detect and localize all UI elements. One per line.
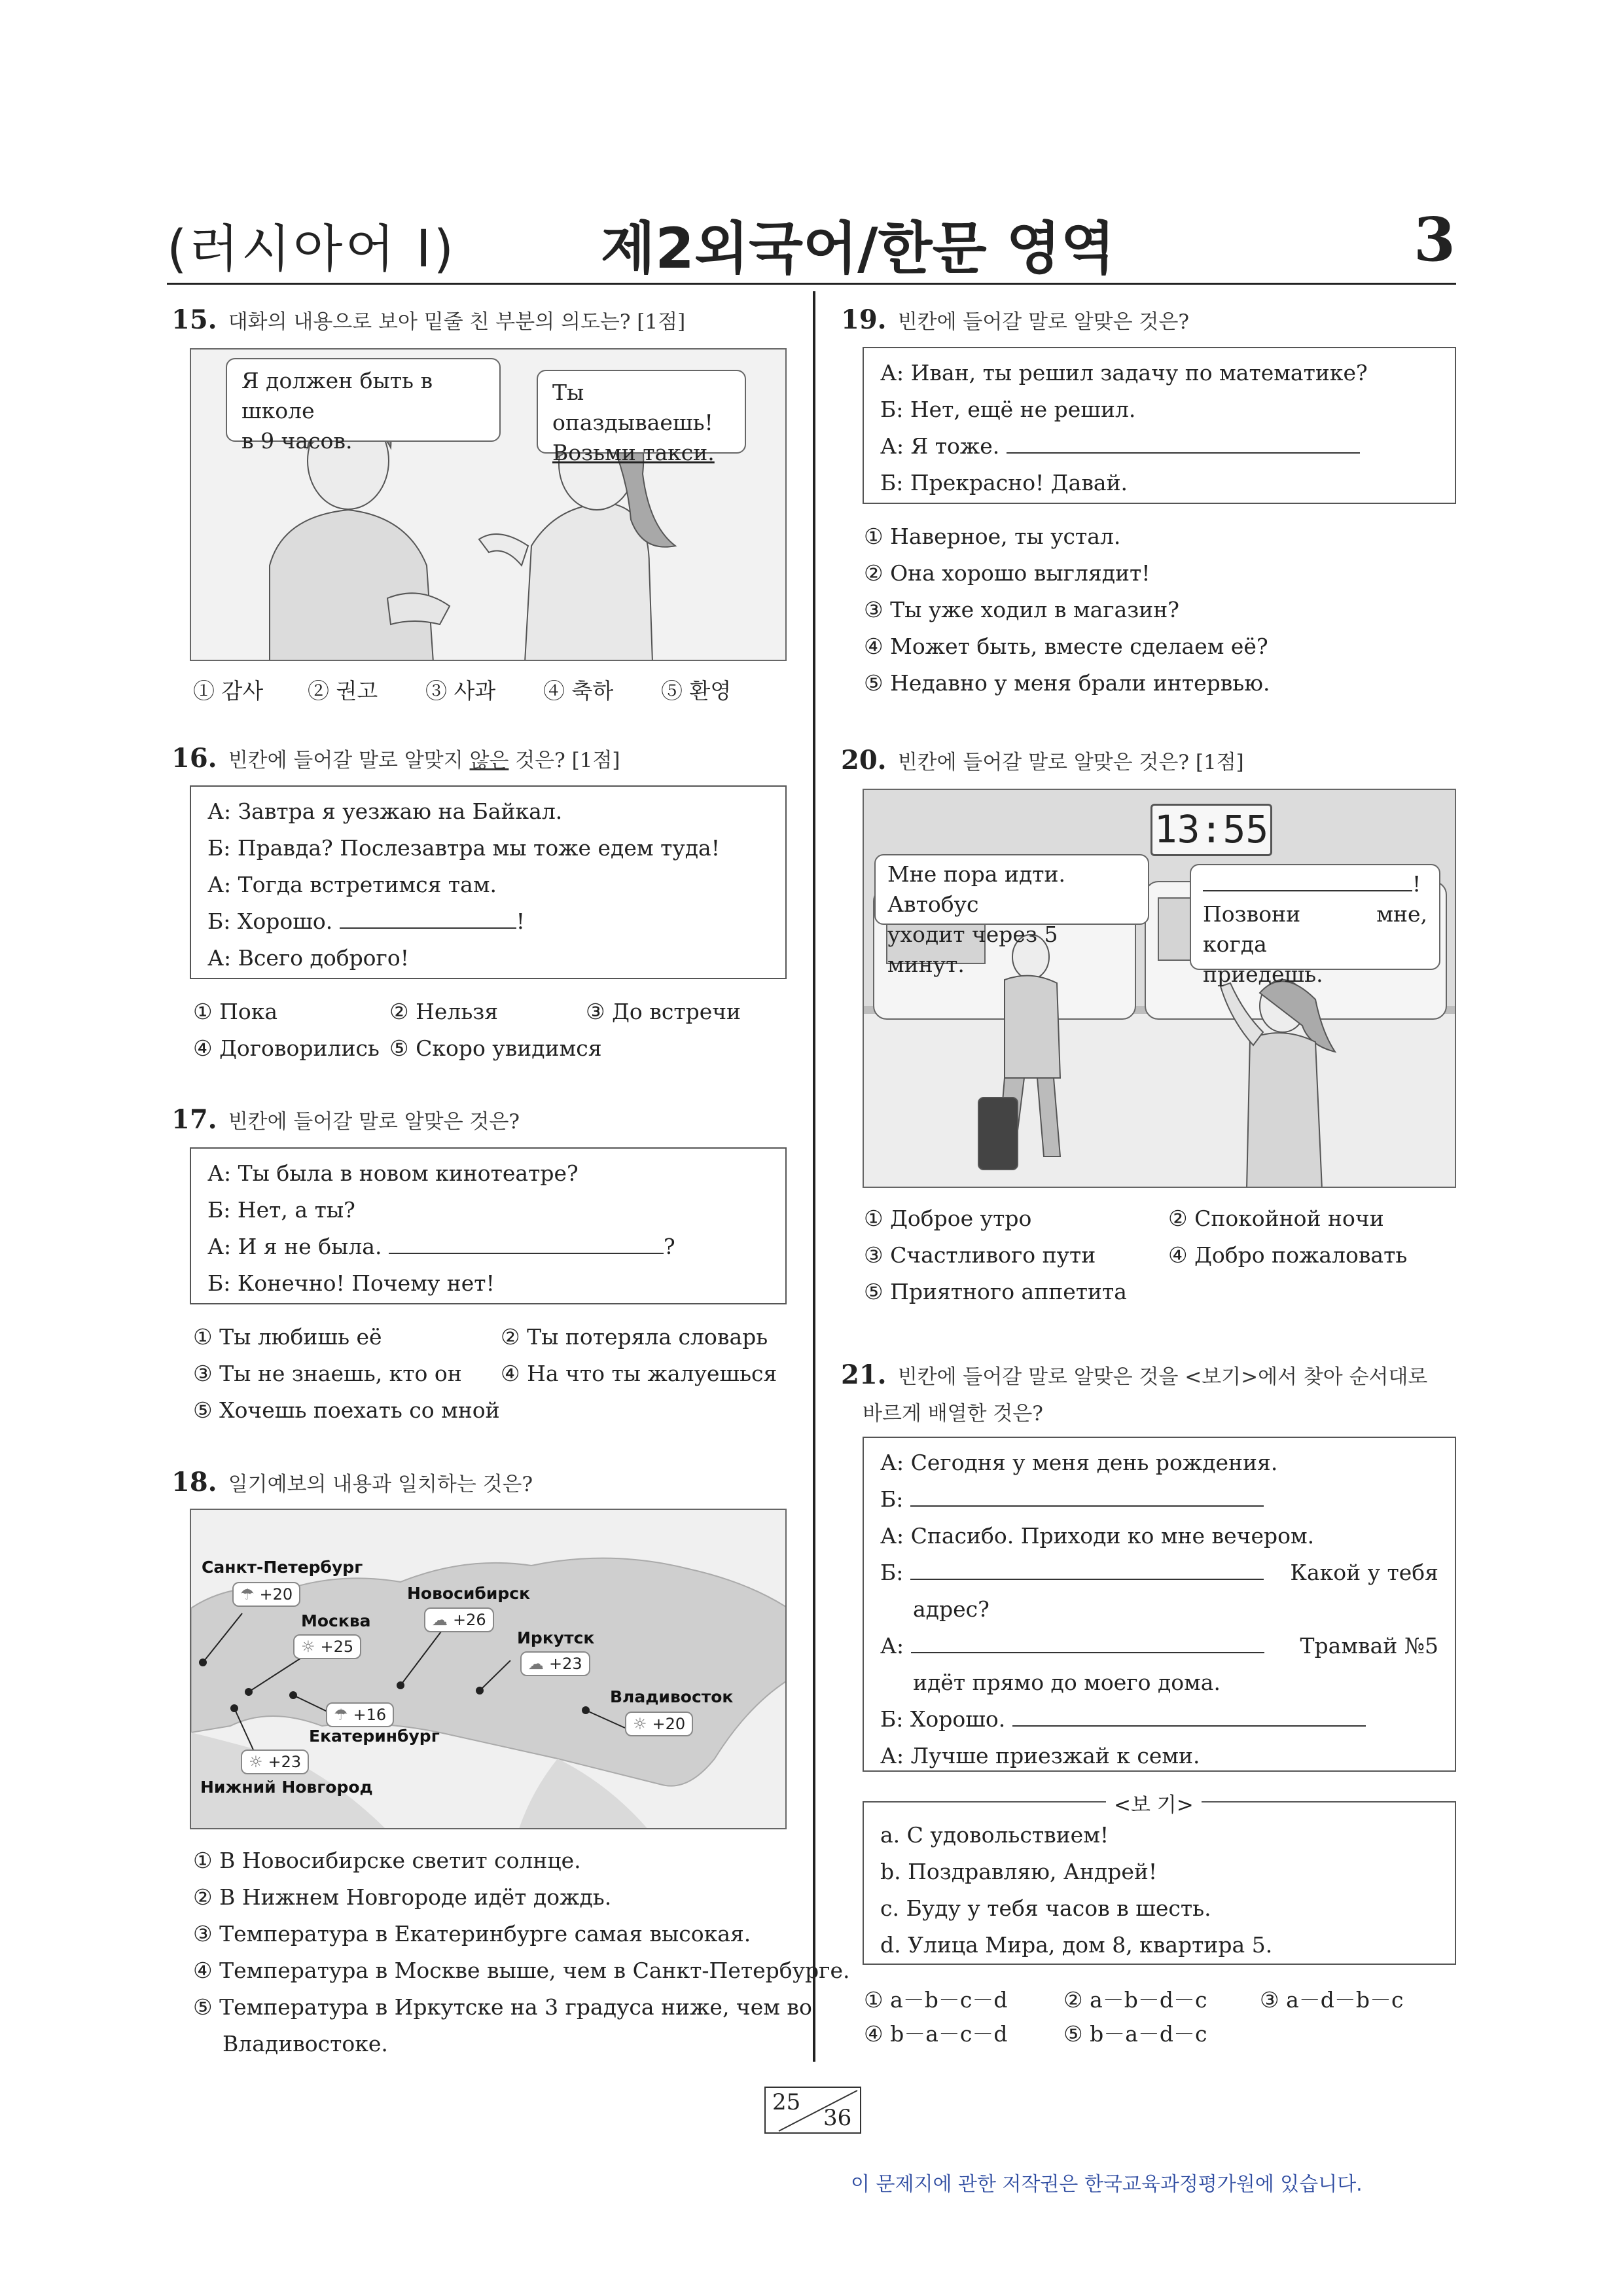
answer-blank — [1007, 452, 1360, 454]
q21-option-2[interactable]: ② a－b－d－c — [1063, 1987, 1207, 2013]
answer-blank — [389, 1253, 664, 1254]
dialog-line-blank: Б: Какой у тебя — [880, 1560, 1438, 1585]
q20-option-1[interactable]: ① Доброе утро — [864, 1206, 1032, 1231]
forecast-nnov: ☼ +23 — [241, 1749, 309, 1774]
question-prompt: 빈칸에 들어갈 말로 알맞지 — [228, 749, 470, 772]
dialog-line: А: Спасибо. Приходи ко мне вечером. — [880, 1523, 1315, 1549]
rain-icon: ☂ — [240, 1585, 255, 1604]
answer-blank — [910, 1505, 1264, 1507]
q20-option-5[interactable]: ⑤ Приятного аппетита — [864, 1279, 1127, 1304]
question-prompt: 빈칸에 들어갈 말로 알맞은 것을 <보기>에서 찾아 순서대로 — [897, 1365, 1428, 1389]
sun-icon: ☼ — [633, 1715, 647, 1733]
city-spb: Санкт-Петербург — [202, 1558, 363, 1577]
dialog-line-with-blank: А: И я не была. ? — [207, 1234, 675, 1259]
forecast-vlad: ☼ +20 — [625, 1712, 693, 1736]
q21-dialog-box — [863, 1437, 1456, 1772]
dialog-line: Б: Нет, а ты? — [207, 1197, 355, 1223]
question-15 — [171, 304, 685, 335]
page-number-box — [764, 2087, 861, 2134]
question-20 — [841, 745, 1244, 776]
bogi-item: b. Поздравляю, Андрей! — [880, 1859, 1158, 1884]
bubble-line: в 9 часов. — [241, 428, 353, 454]
bogi-item: a. С удовольствием! — [880, 1822, 1109, 1848]
q15-option-2[interactable]: ② 권고 — [308, 678, 378, 704]
q16-option-4[interactable]: ④ Договорились — [193, 1035, 380, 1061]
q19-dialog-box — [863, 347, 1456, 504]
subject-title: (러시아어 I) — [167, 220, 457, 279]
page-current: 25 — [772, 2089, 801, 2115]
city-msk: Москва — [301, 1611, 371, 1630]
speech-bubble-girl — [537, 370, 746, 465]
question-prompt: 빈칸에 들어갈 말로 알맞은 것은? [1점] — [897, 751, 1244, 774]
column-divider — [813, 291, 815, 2062]
q15-option-3[interactable]: ③ 사과 — [425, 678, 496, 704]
q17-dialog-box — [190, 1147, 787, 1304]
q16-option-3[interactable]: ③ До встречи — [586, 999, 741, 1024]
forecast-msk: ☼ +25 — [293, 1634, 361, 1659]
bogi-box — [863, 1801, 1456, 1965]
forecast-nsk: ☁ +26 — [424, 1607, 494, 1632]
answer-blank — [340, 927, 516, 929]
q18-option-4[interactable]: ④ Температура в Москве выше, чем в Санкт-Петербурге. — [193, 1958, 850, 1983]
question-number: 15. — [171, 304, 217, 335]
q16-option-1[interactable]: ① Пока — [193, 999, 278, 1024]
page-badge: 3 — [1414, 204, 1456, 275]
q21-option-3[interactable]: ③ a－d－b－c — [1260, 1987, 1404, 2013]
dialog-line-cont: идёт прямо до моего дома. — [913, 1670, 1221, 1695]
q20-option-4[interactable]: ④ Добро пожаловать — [1168, 1242, 1408, 1268]
question-number: 16. — [171, 743, 217, 774]
answer-blank — [1012, 1725, 1366, 1727]
dialog-line: А: Лучше приезжай к семи. — [880, 1743, 1200, 1768]
answer-blank — [911, 1652, 1264, 1653]
q19-option-2[interactable]: ② Она хорошо выглядит! — [864, 560, 1150, 586]
answer-blank — [910, 1579, 1264, 1580]
q18-option-5[interactable]: ⑤ Температура в Иркутске на 3 градуса ниже, чем во — [193, 1994, 812, 2020]
city-irk: Иркутск — [517, 1628, 595, 1647]
q19-option-5[interactable]: ⑤ Недавно у меня брали интервью. — [864, 670, 1270, 696]
q15-option-5[interactable]: ⑤ 환영 — [661, 678, 732, 704]
q16-option-2[interactable]: ② Нельзя — [389, 999, 499, 1024]
dialog-line-blank: А: Трамвай №5 — [880, 1633, 1438, 1659]
bogi-item: c. Буду у тебя часов в шесть. — [880, 1895, 1211, 1921]
bubble-line: Позвони мне, когда — [1203, 901, 1427, 957]
dialog-line: Б: Нет, ещё не решил. — [880, 397, 1136, 422]
q19-option-3[interactable]: ③ Ты уже ходил в магазин? — [864, 597, 1179, 622]
answer-blank — [1203, 890, 1412, 891]
question-17 — [171, 1104, 520, 1135]
prompt-emphasis: 않은 — [469, 749, 509, 772]
dialog-line: Б: Правда? Послезавтра мы тоже едем туда! — [207, 835, 720, 861]
question-prompt: 일기예보의 내용과 일치하는 것은? — [228, 1473, 533, 1496]
question-number: 18. — [171, 1467, 217, 1498]
bubble-blank-line: ! — [1203, 869, 1427, 899]
question-18 — [171, 1467, 533, 1498]
question-number: 20. — [841, 745, 887, 776]
forecast-irk: ☁ +23 — [520, 1651, 590, 1676]
dialog-line: А: Тогда встретимся там. — [207, 872, 497, 897]
q21-option-4[interactable]: ④ b－a－c－d — [864, 2021, 1008, 2047]
speech-bubble-man — [874, 854, 1149, 977]
q17-option-2[interactable]: ② Ты потеряла словарь — [501, 1324, 768, 1350]
section-title: 제2외국어/한문 영역 — [601, 216, 1115, 281]
cloud-icon: ☁ — [528, 1655, 544, 1673]
dialog-line-cont: адрес? — [913, 1596, 990, 1622]
bubble-line: приедешь. — [1203, 961, 1323, 987]
station-clock: 13:55 — [1150, 804, 1272, 856]
header-rule — [167, 283, 1456, 285]
city-vlad: Владивосток — [610, 1687, 734, 1706]
q21-option-1[interactable]: ① a－b－c－d — [864, 1987, 1008, 2013]
forecast-ekb: ☂ +16 — [326, 1702, 394, 1727]
dialog-line: А: Завтра я уезжаю на Байкал. — [207, 798, 563, 824]
city-nnov: Нижний Новгород — [200, 1778, 373, 1797]
q17-option-1[interactable]: ① Ты любишь её — [193, 1324, 382, 1350]
question-21 — [841, 1359, 1427, 1390]
question-number: 21. — [841, 1359, 887, 1390]
q19-option-4[interactable]: ④ Может быть, вместе сделаем её? — [864, 634, 1268, 659]
city-ekb: Екатеринбург — [309, 1727, 440, 1746]
sun-icon: ☼ — [301, 1638, 315, 1656]
speech-bubble-boy — [226, 358, 501, 454]
bubble-line: Я должен быть в школе — [241, 368, 433, 423]
dialog-line-blank: Б: — [880, 1481, 1438, 1518]
q20-option-3[interactable]: ③ Счастливого пути — [864, 1242, 1096, 1268]
dialog-line: Б: Прекрасно! Давай. — [880, 470, 1128, 495]
question-prompt: 빈칸에 들어갈 말로 알맞은 것은? — [228, 1110, 520, 1134]
dialog-line-with-blank: Б: Хорошо. ! — [207, 908, 526, 934]
underlined-phrase: Возьми такси. — [552, 440, 715, 465]
speech-bubble-woman — [1190, 864, 1440, 987]
question-19 — [841, 304, 1189, 335]
question-number: 17. — [171, 1104, 217, 1135]
city-nsk: Новосибирск — [407, 1584, 531, 1603]
dialog-line: А: Иван, ты решил задачу по математике? — [880, 360, 1368, 386]
q17-option-5[interactable]: ⑤ Хочешь поехать со мной — [193, 1397, 500, 1423]
q16-dialog-box — [190, 785, 787, 979]
q18-option-1[interactable]: ① В Новосибирске светит солнце. — [193, 1848, 581, 1873]
q18-option-5-cont: Владивостоке. — [223, 2031, 388, 2056]
question-16 — [171, 743, 620, 774]
bubble-line: уходит через 5 минут. — [887, 922, 1058, 977]
q17-option-4[interactable]: ④ На что ты жалуешься — [501, 1361, 777, 1386]
q20-option-2[interactable]: ② Спокойной ночи — [1168, 1206, 1384, 1231]
q21-option-5[interactable]: ⑤ b－a－d－c — [1063, 2021, 1207, 2047]
question-prompt-end: 것은? [1점] — [508, 749, 620, 772]
question-number: 19. — [841, 304, 887, 335]
dialog-line-blank: Б: Хорошо. — [880, 1701, 1438, 1738]
dialog-line: А: Ты была в новом кинотеатре? — [207, 1160, 579, 1186]
cloud-icon: ☁ — [432, 1611, 448, 1629]
bogi-title: <보 기> — [1106, 1788, 1202, 1818]
sun-icon: ☼ — [249, 1753, 263, 1771]
dialog-line-with-blank: А: Я тоже. — [880, 428, 1455, 465]
q15-option-4[interactable]: ④ 축하 — [543, 678, 614, 704]
q15-option-1[interactable]: ① 감사 — [193, 678, 264, 704]
bubble-line: Мне пора идти. Автобус — [887, 861, 1066, 917]
question-prompt: 대화의 내용으로 보아 밑줄 친 부분의 의도는? [1점] — [228, 310, 686, 334]
bogi-item: d. Улица Мира, дом 8, квартира 5. — [880, 1932, 1273, 1958]
copyright-notice: 이 문제지에 관한 저작권은 한국교육과정평가원에 있습니다. — [851, 2173, 1363, 2196]
q19-option-1[interactable]: ① Наверное, ты устал. — [864, 524, 1121, 549]
question-prompt: 빈칸에 들어갈 말로 알맞은 것은? — [897, 310, 1190, 334]
q18-option-2[interactable]: ② В Нижнем Новгороде идёт дождь. — [193, 1884, 612, 1910]
question-prompt-cont: 바르게 배열한 것은? — [863, 1402, 1043, 1426]
bubble-line: Ты опаздываешь! — [552, 380, 713, 435]
dialog-line: А: Сегодня у меня день рождения. — [880, 1450, 1278, 1475]
dialog-line: Б: Конечно! Почему нет! — [207, 1270, 495, 1296]
page-total: 36 — [823, 2105, 852, 2131]
q17-option-3[interactable]: ③ Ты не знаешь, кто он — [193, 1361, 462, 1386]
forecast-spb: ☂ +20 — [232, 1582, 300, 1607]
q18-option-3[interactable]: ③ Температура в Екатеринбурге самая высокая. — [193, 1921, 751, 1946]
dialog-line: А: Всего доброго! — [207, 945, 409, 971]
q16-option-5[interactable]: ⑤ Скоро увидимся — [389, 1035, 602, 1061]
rain-icon: ☂ — [334, 1706, 348, 1724]
